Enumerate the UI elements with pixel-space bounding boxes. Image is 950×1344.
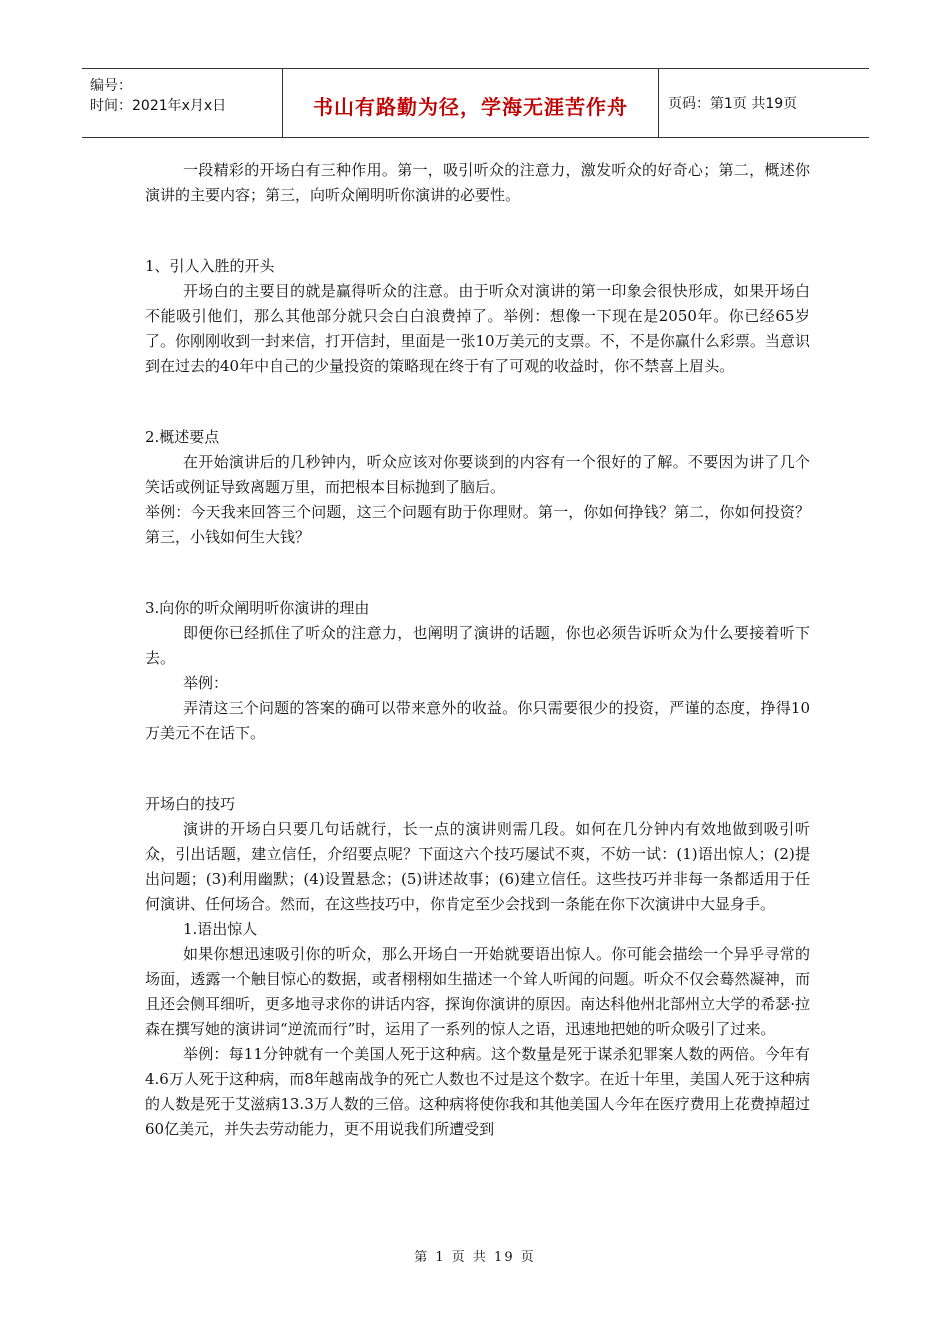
- section-1-paragraph: 开场白的主要目的就是赢得听众的注意。由于听众对演讲的第一印象会很快形成，如果开场白不能吸引他们，那么其他部分就只会白白浪费掉了。举例：想像一下现在是2050年。你已经65岁了。你刚刚收到一封来信，打开信封，里面是一张10万美元的支票。不，不是你赢什么彩票。当意识到在过去的40年中自己的少量投资的策略现在终于有了可观的收益时，你不禁喜上眉头。: [145, 282, 810, 375]
- header-motto-cell: [283, 69, 659, 137]
- header-meta-cell: [82, 69, 283, 137]
- section-4-subheading: 1.语出惊人: [183, 920, 258, 938]
- intro-paragraph: 一段精彩的开场白有三种作用。第一，吸引听众的注意力，激发听众的好奇心；第二，概述你演讲的主要内容；第三，向听众阐明听你演讲的必要性。: [145, 161, 810, 204]
- header-page-cell: [660, 69, 869, 137]
- section-3-example: 弄清这三个问题的答案的确可以带来意外的收益。你只需要很少的投资，严谨的态度，挣得10万美元不在话下。: [145, 699, 810, 742]
- section-2-paragraph: 在开始演讲后的几秒钟内，听众应该对你要谈到的内容有一个很好的了解。不要因为讲了几个笑话或例证导致离题万里，而把根本目标抛到了脑后。: [145, 453, 810, 496]
- header-page-info: 页码：第1页 共19页: [668, 96, 798, 112]
- section-3-heading: 3.向你的听众阐明听你演讲的理由: [145, 599, 370, 617]
- document-number-label: 编号：: [90, 78, 132, 94]
- page-header: [82, 68, 869, 138]
- section-1-heading: 1、引人入胜的开头: [145, 257, 275, 275]
- section-2-example: 举例：今天我来回答三个问题，这三个问题有助于你理财。第一，你如何挣钱？第二，你如何投资？第三，小钱如何生大钱？: [145, 503, 810, 546]
- header-motto: 书山有路勤为径，学海无涯苦作舟: [313, 95, 628, 119]
- section-3-paragraph: 即便你已经抓住了听众的注意力，也阐明了演讲的话题，你也必须告诉听众为什么要接着听下去。: [145, 624, 810, 667]
- section-3-example-label: 举例：: [183, 674, 229, 692]
- document-date-label: 时间：2021年x月x日: [90, 98, 227, 114]
- section-4-example: 举例：每11分钟就有一个美国人死于这种病。这个数量是死于谋杀犯罪案人数的两倍。今年有4.6万人死于这种病，而8年越南战争的死亡人数也不过是这个数字。在近十年里，美国人死于这种病的人数是死于艾滋病13.3万人数的三倍。这种病将使你我和其他美国人今年在医疗费用上花费掉超过60亿美元，并失去劳动能力，更不用说我们所遭受到: [145, 1045, 810, 1138]
- section-4-paragraph: 演讲的开场白只要几句话就行，长一点的演讲则需几段。如何在几分钟内有效地做到吸引听众，引出话题，建立信任，介绍要点呢？下面这六个技巧屡试不爽，不妨一试：(1)语出惊人；(2)提出问题；(3)利用幽默；(4)设置悬念；(5)讲述故事；(6)建立信任。这些技巧并非每一条都适用于任何演讲、任何场合。然而，在这些技巧中，你肯定至少会找到一条能在你下次演讲中大显身手。: [145, 820, 810, 913]
- section-4-heading: 开场白的技巧: [145, 795, 236, 813]
- document-body: [145, 158, 810, 1142]
- section-2-heading: 2.概述要点: [145, 428, 220, 446]
- section-4-paragraph-2: 如果你想迅速吸引你的听众，那么开场白一开始就要语出惊人。你可能会描绘一个异乎寻常的场面，透露一个触目惊心的数据，或者栩栩如生描述一个耸人听闻的问题。听众不仅会蓦然凝神，而且还会侧耳细听，更多地寻求你的讲话内容，探询你演讲的原因。南达科他州北部州立大学的希瑟·拉森在撰写她的演讲词“逆流而行”时，运用了一系列的惊人之语，迅速地把她的听众吸引了过来。: [145, 945, 810, 1038]
- page-footer: 第 1 页 共 19 页: [414, 1250, 536, 1265]
